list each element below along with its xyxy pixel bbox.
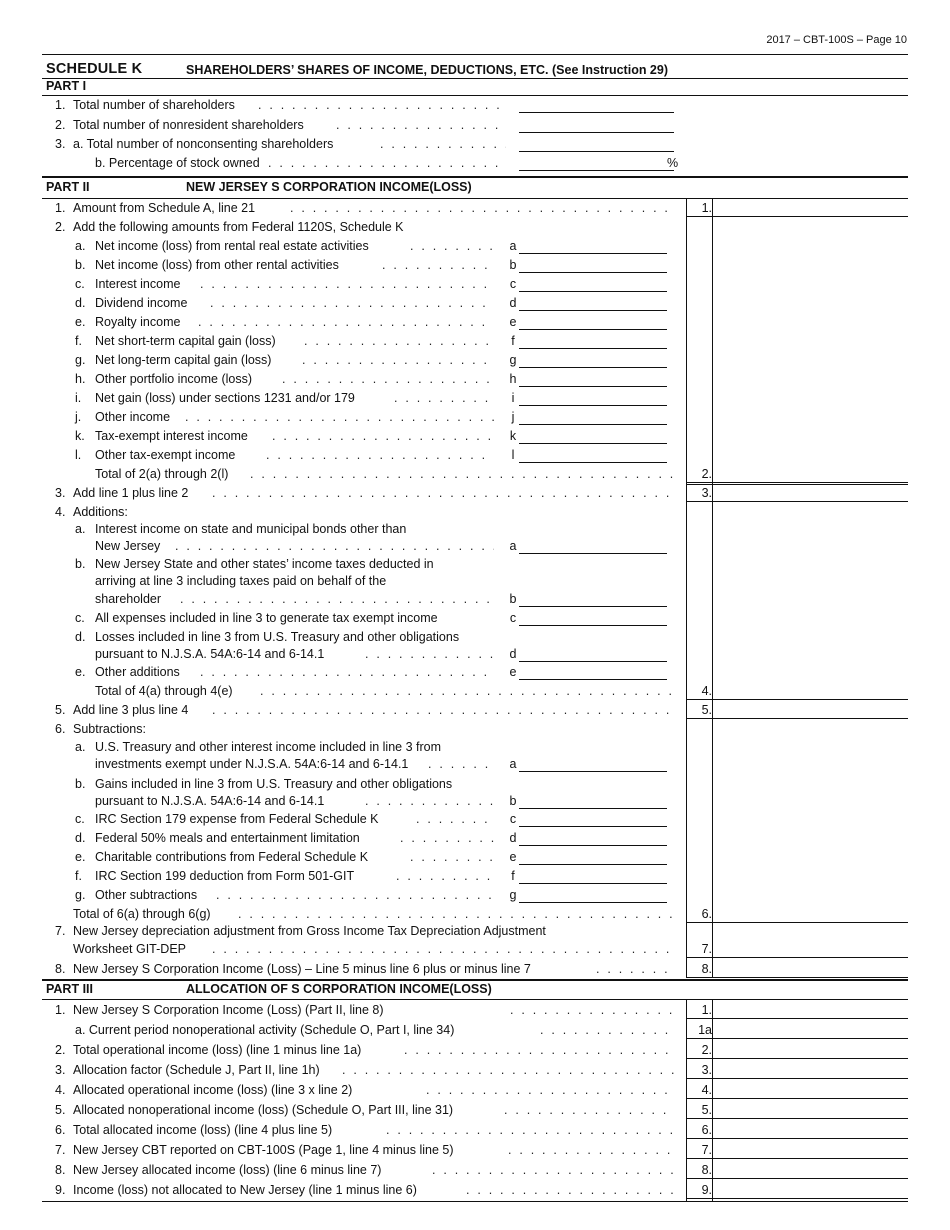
line-number: 5. bbox=[55, 703, 66, 717]
line-label: Additions: bbox=[73, 505, 128, 519]
sub-letter: h. bbox=[75, 372, 86, 386]
sub-letter: i bbox=[511, 391, 515, 405]
leader-dots bbox=[212, 701, 674, 719]
sub-letter: d. bbox=[75, 296, 86, 310]
leader-dots bbox=[250, 465, 674, 483]
line-label: Other subtractions bbox=[95, 888, 198, 902]
line-label: pursuant to N.J.S.A. 54A:6-14 and 6-14.1 bbox=[95, 794, 325, 808]
line2-field-h[interactable] bbox=[519, 386, 667, 387]
sub-letter: k bbox=[509, 429, 517, 443]
line-label: Federal 50% meals and entertainment limitation bbox=[95, 831, 360, 845]
line-label: arriving at line 3 including taxes paid on behalf of the bbox=[95, 574, 387, 588]
line-label: Net gain (loss) under sections 1231 and/or 179 bbox=[95, 391, 355, 405]
line-label: Net income (loss) from rental real estate activities bbox=[95, 239, 369, 253]
line-label: Gains included in line 3 from U.S. Treasury and other obligations bbox=[95, 777, 453, 791]
line-label: Allocated operational income (loss) (line 3 x line 2) bbox=[73, 1083, 353, 1097]
line-label: IRC Section 179 expense from Federal Schedule K bbox=[95, 812, 379, 826]
line-label: Net short-term capital gain (loss) bbox=[95, 334, 276, 348]
divider bbox=[42, 1201, 908, 1202]
line-label: Losses included in line 3 from U.S. Treasury and other obligations bbox=[95, 630, 460, 644]
sub-letter: g bbox=[509, 353, 517, 367]
line2-field-f[interactable] bbox=[519, 348, 667, 349]
amount-field[interactable] bbox=[686, 1058, 908, 1059]
leader-dots bbox=[394, 389, 494, 407]
divider bbox=[42, 979, 908, 981]
sub-letter: f bbox=[511, 334, 515, 348]
leader-dots bbox=[404, 1041, 674, 1059]
sub-letter: e. bbox=[75, 315, 86, 329]
leader-dots bbox=[380, 135, 506, 153]
line-label: Allocated nonoperational income (loss) (Schedule O, Part III, line 31) bbox=[73, 1103, 454, 1117]
amount-box-label: 5. bbox=[701, 1103, 712, 1117]
line-label: investments exempt under N.J.S.A. 54A:6-14 and 6-14.1 bbox=[95, 757, 409, 771]
part3-heading: PART III bbox=[46, 982, 93, 996]
sub-letter: a. bbox=[75, 239, 86, 253]
leader-dots bbox=[238, 905, 674, 923]
amount-box-label: 2. bbox=[701, 467, 712, 481]
line6-field-b[interactable] bbox=[519, 808, 667, 809]
line-label: New Jersey depreciation adjustment from Gross Income Tax Depreciation Adjustment bbox=[73, 924, 546, 938]
amount-box-label: 4. bbox=[701, 684, 712, 698]
amount-field[interactable] bbox=[686, 1038, 908, 1039]
line-label: a. Total number of nonconsenting shareholders bbox=[73, 137, 334, 151]
sub-letter: k. bbox=[75, 429, 85, 443]
sub-letter: a bbox=[509, 757, 517, 771]
line-label: Total of 4(a) through 4(e) bbox=[95, 684, 233, 698]
sub-letter: j bbox=[511, 410, 515, 424]
sub-letter: b bbox=[509, 258, 517, 272]
amount-field[interactable] bbox=[686, 699, 908, 700]
schedule-title: SHAREHOLDERS’ SHARES OF INCOME, DEDUCTIONS, ETC. (See Instruction 29) bbox=[186, 63, 669, 77]
amount-box-label: 3. bbox=[701, 486, 712, 500]
sub-letter: l bbox=[511, 448, 515, 462]
line4-field-c[interactable] bbox=[519, 625, 667, 626]
amount-box-label: 7. bbox=[701, 942, 712, 956]
line6-field-a[interactable] bbox=[519, 771, 667, 772]
line6-field-f[interactable] bbox=[519, 883, 667, 884]
line-label: Tax-exempt interest income bbox=[95, 429, 248, 443]
line-number: 3. bbox=[55, 1063, 66, 1077]
sub-letter: c bbox=[509, 277, 517, 291]
line-number: 2. bbox=[55, 220, 66, 234]
sub-letter: a bbox=[509, 239, 517, 253]
part1-field-4[interactable] bbox=[519, 170, 674, 171]
sub-letter: b. bbox=[75, 777, 86, 791]
leader-dots bbox=[212, 940, 674, 958]
line2-field-e[interactable] bbox=[519, 329, 667, 330]
line-label: New Jersey State and other states’ income taxes deducted in bbox=[95, 557, 434, 571]
leader-dots bbox=[302, 351, 494, 369]
sub-letter: e bbox=[509, 315, 517, 329]
leader-dots bbox=[386, 1121, 674, 1139]
line-label: Total number of shareholders bbox=[73, 98, 235, 112]
line-number: 4. bbox=[55, 1083, 66, 1097]
line2-field-d[interactable] bbox=[519, 310, 667, 311]
line-label: a. Current period nonoperational activity (Schedule O, Part I, line 34) bbox=[75, 1023, 455, 1037]
amount-box-label: 1. bbox=[701, 1003, 712, 1017]
leader-dots bbox=[540, 1021, 674, 1039]
line-label: IRC Section 199 deduction from Form 501-GIT bbox=[95, 869, 355, 883]
line-label: Other tax-exempt income bbox=[95, 448, 236, 462]
line2-field-i[interactable] bbox=[519, 405, 667, 406]
line-label: U.S. Treasury and other interest income included in line 3 from bbox=[95, 740, 442, 754]
sub-letter: j. bbox=[75, 410, 82, 424]
line4-field-e[interactable] bbox=[519, 679, 667, 680]
line-number: 8. bbox=[55, 1163, 66, 1177]
sub-letter: e. bbox=[75, 665, 86, 679]
sub-letter: f. bbox=[75, 869, 82, 883]
amount-field[interactable] bbox=[686, 1138, 908, 1139]
sub-letter: c bbox=[509, 812, 517, 826]
line-label: Net income (loss) from other rental activities bbox=[95, 258, 339, 272]
amount-field[interactable] bbox=[686, 718, 908, 719]
part2-heading: PART II bbox=[46, 180, 90, 194]
line-label: Total of 6(a) through 6(g) bbox=[73, 907, 211, 921]
divider bbox=[42, 176, 908, 178]
sub-letter: c bbox=[509, 611, 517, 625]
line-label: All expenses included in line 3 to generate tax exempt income bbox=[95, 611, 438, 625]
amount-box-label: 8. bbox=[701, 1163, 712, 1177]
leader-dots bbox=[282, 370, 494, 388]
amount-field[interactable] bbox=[686, 1078, 908, 1079]
amount-field[interactable] bbox=[686, 216, 908, 217]
leader-dots bbox=[596, 960, 674, 978]
line-label: Royalty income bbox=[95, 315, 181, 329]
sub-letter: d. bbox=[75, 630, 86, 644]
line4-field-d[interactable] bbox=[519, 661, 667, 662]
line-label: Add line 1 plus line 2 bbox=[73, 486, 189, 500]
amount-field[interactable] bbox=[686, 1178, 908, 1179]
line6-field-d[interactable] bbox=[519, 845, 667, 846]
leader-dots bbox=[336, 116, 506, 134]
line2-field-l[interactable] bbox=[519, 462, 667, 463]
line-number: 2. bbox=[55, 118, 66, 132]
sub-letter: e bbox=[509, 850, 517, 864]
line-label: b. Percentage of stock owned bbox=[95, 156, 260, 170]
divider bbox=[686, 484, 908, 485]
line2-field-c[interactable] bbox=[519, 291, 667, 292]
sub-letter: f. bbox=[75, 334, 82, 348]
sub-letter: e. bbox=[75, 850, 86, 864]
sub-letter: g. bbox=[75, 353, 86, 367]
amount-box-label: 8. bbox=[701, 962, 712, 976]
column-rule bbox=[686, 199, 687, 978]
sub-letter: c. bbox=[75, 812, 85, 826]
line-label: New Jersey allocated income (loss) (line 6 minus line 7) bbox=[73, 1163, 382, 1177]
amount-box-label: 6. bbox=[701, 907, 712, 921]
line2-field-k[interactable] bbox=[519, 443, 667, 444]
leader-dots bbox=[365, 645, 494, 663]
leader-dots bbox=[268, 154, 506, 172]
leader-dots bbox=[260, 682, 674, 700]
amount-box-label: 9. bbox=[701, 1183, 712, 1197]
leader-dots bbox=[198, 313, 494, 331]
sub-letter: d bbox=[509, 831, 517, 845]
sub-letter: b bbox=[509, 592, 517, 606]
amount-box-label: 5. bbox=[701, 703, 712, 717]
amount-field[interactable] bbox=[686, 957, 908, 958]
line-label: Subtractions: bbox=[73, 722, 146, 736]
leader-dots bbox=[304, 332, 494, 350]
line-label: Add line 3 plus line 4 bbox=[73, 703, 189, 717]
leader-dots bbox=[290, 199, 674, 217]
line-label: Other income bbox=[95, 410, 171, 424]
leader-dots bbox=[216, 886, 494, 904]
line-number: 1. bbox=[55, 201, 66, 215]
leader-dots bbox=[365, 792, 494, 810]
line-label: Total of 2(a) through 2(l) bbox=[95, 467, 229, 481]
amount-box-label: 7. bbox=[701, 1143, 712, 1157]
part1-field-3[interactable] bbox=[519, 151, 674, 152]
amount-box-label: 6. bbox=[701, 1123, 712, 1137]
line-label: pursuant to N.J.S.A. 54A:6-14 and 6-14.1 bbox=[95, 647, 325, 661]
sub-letter: d bbox=[509, 647, 517, 661]
line-label: Other portfolio income (loss) bbox=[95, 372, 253, 386]
leader-dots bbox=[185, 408, 494, 426]
leader-dots bbox=[416, 810, 494, 828]
divider bbox=[42, 78, 908, 79]
sub-letter: h bbox=[509, 372, 517, 386]
line-number: 9. bbox=[55, 1183, 66, 1197]
sub-letter: f bbox=[511, 869, 515, 883]
amount-field[interactable] bbox=[686, 1198, 908, 1199]
amount-field[interactable] bbox=[686, 1158, 908, 1159]
sub-letter: b. bbox=[75, 258, 86, 272]
line-label: Charitable contributions from Federal Schedule K bbox=[95, 850, 369, 864]
leader-dots bbox=[508, 1141, 674, 1159]
leader-dots bbox=[180, 590, 494, 608]
sub-letter: g bbox=[509, 888, 517, 902]
line6-field-g[interactable] bbox=[519, 902, 667, 903]
part1-field-1[interactable] bbox=[519, 112, 674, 113]
line-label: New Jersey bbox=[95, 539, 161, 553]
leader-dots bbox=[432, 1161, 674, 1179]
leader-dots bbox=[410, 848, 494, 866]
sub-letter: a. bbox=[75, 740, 86, 754]
line-number: 5. bbox=[55, 1103, 66, 1117]
sub-letter: a bbox=[509, 539, 517, 553]
line-number: 4. bbox=[55, 505, 66, 519]
sub-letter: e bbox=[509, 665, 517, 679]
leader-dots bbox=[258, 96, 506, 114]
leader-dots bbox=[400, 829, 494, 847]
line-label: New Jersey S Corporation Income (Loss) – Line 5 minus line 6 plus or minus line 7 bbox=[73, 962, 531, 976]
amount-field[interactable] bbox=[686, 1118, 908, 1119]
line-label: Dividend income bbox=[95, 296, 188, 310]
line-label: New Jersey CBT reported on CBT-100S (Page 1, line 4 minus line 5) bbox=[73, 1143, 454, 1157]
line-label: Worksheet GIT-DEP bbox=[73, 942, 186, 956]
schedule-code: SCHEDULE K bbox=[46, 61, 143, 77]
line2-field-a[interactable] bbox=[519, 253, 667, 254]
line-number: 1. bbox=[55, 1003, 66, 1017]
leader-dots bbox=[200, 663, 494, 681]
line-label: Interest income on state and municipal bonds other than bbox=[95, 522, 407, 536]
leader-dots bbox=[272, 427, 494, 445]
percent-sign: % bbox=[667, 156, 679, 170]
leader-dots bbox=[466, 1181, 674, 1199]
line2-field-b[interactable] bbox=[519, 272, 667, 273]
amount-box-label: 3. bbox=[701, 1063, 712, 1077]
line-number: 7. bbox=[55, 1143, 66, 1157]
amount-field[interactable] bbox=[686, 977, 908, 978]
line-label: Add the following amounts from Federal 1120S, Schedule K bbox=[73, 220, 404, 234]
line-label: New Jersey S Corporation Income (Loss) (Part II, line 8) bbox=[73, 1003, 384, 1017]
line-number: 1. bbox=[55, 98, 66, 112]
leader-dots bbox=[428, 755, 494, 773]
amount-box-label: 4. bbox=[701, 1083, 712, 1097]
part3-title: ALLOCATION OF S CORPORATION INCOME(LOSS) bbox=[186, 982, 492, 996]
amount-field[interactable] bbox=[686, 1018, 908, 1019]
line-label: Total operational income (loss) (line 1 minus line 1a) bbox=[73, 1043, 362, 1057]
leader-dots bbox=[212, 484, 674, 502]
amount-box-label: 1a bbox=[698, 1023, 712, 1037]
line-label: Total number of nonresident shareholders bbox=[73, 118, 304, 132]
divider bbox=[686, 922, 908, 923]
sub-letter: b bbox=[509, 794, 517, 808]
part1-field-2[interactable] bbox=[519, 132, 674, 133]
part1-heading: PART I bbox=[46, 79, 87, 93]
sub-letter: i. bbox=[75, 391, 82, 405]
line6-field-c[interactable] bbox=[519, 826, 667, 827]
line-label: Total allocated income (loss) (line 4 plus line 5) bbox=[73, 1123, 333, 1137]
leader-dots bbox=[382, 256, 494, 274]
leader-dots bbox=[504, 1101, 674, 1119]
sub-letter: b. bbox=[75, 557, 86, 571]
sub-letter: l. bbox=[75, 448, 82, 462]
leader-dots bbox=[410, 237, 494, 255]
line-label: Other additions bbox=[95, 665, 180, 679]
line-number: 6. bbox=[55, 1123, 66, 1137]
line-number: 2. bbox=[55, 1043, 66, 1057]
amount-box-label: 2. bbox=[701, 1043, 712, 1057]
leader-dots bbox=[175, 537, 494, 555]
sub-letter: d bbox=[509, 296, 517, 310]
line-label: Interest income bbox=[95, 277, 181, 291]
line-number: 7. bbox=[55, 924, 66, 938]
leader-dots bbox=[210, 294, 494, 312]
line-label: Income (loss) not allocated to New Jersey (line 1 minus line 6) bbox=[73, 1183, 417, 1197]
line-label: Allocation factor (Schedule J, Part II, line 1h) bbox=[73, 1063, 320, 1077]
part2-title: NEW JERSEY S CORPORATION INCOME(LOSS) bbox=[186, 180, 472, 194]
leader-dots bbox=[426, 1081, 674, 1099]
divider bbox=[42, 54, 908, 55]
sub-letter: c. bbox=[75, 611, 85, 625]
leader-dots bbox=[266, 446, 494, 464]
amount-field[interactable] bbox=[686, 501, 908, 502]
line2-field-g[interactable] bbox=[519, 367, 667, 368]
line-label: Amount from Schedule A, line 21 bbox=[73, 201, 256, 215]
line-label: shareholder bbox=[95, 592, 162, 606]
leader-dots bbox=[396, 867, 494, 885]
sub-letter: a. bbox=[75, 522, 86, 536]
line4-field-b[interactable] bbox=[519, 606, 667, 607]
divider bbox=[42, 999, 908, 1000]
line4-field-a[interactable] bbox=[519, 553, 667, 554]
line-number: 6. bbox=[55, 722, 66, 736]
sub-letter: d. bbox=[75, 831, 86, 845]
amount-field[interactable] bbox=[686, 1098, 908, 1099]
amount-box-label: 1. bbox=[701, 201, 712, 215]
leader-dots bbox=[510, 1001, 674, 1019]
column-rule bbox=[712, 199, 713, 978]
line-number: 8. bbox=[55, 962, 66, 976]
line-number: 3. bbox=[55, 137, 66, 151]
line6-field-e[interactable] bbox=[519, 864, 667, 865]
leader-dots bbox=[200, 275, 494, 293]
line-label: Net long-term capital gain (loss) bbox=[95, 353, 272, 367]
leader-dots bbox=[342, 1061, 674, 1079]
sub-letter: g. bbox=[75, 888, 86, 902]
sub-letter: c. bbox=[75, 277, 85, 291]
line-number: 3. bbox=[55, 486, 66, 500]
amount-field[interactable] bbox=[686, 482, 908, 483]
schedule-title-row bbox=[46, 61, 669, 77]
page-header: 2017 – CBT-100S – Page 10 bbox=[766, 34, 907, 46]
line2-field-j[interactable] bbox=[519, 424, 667, 425]
